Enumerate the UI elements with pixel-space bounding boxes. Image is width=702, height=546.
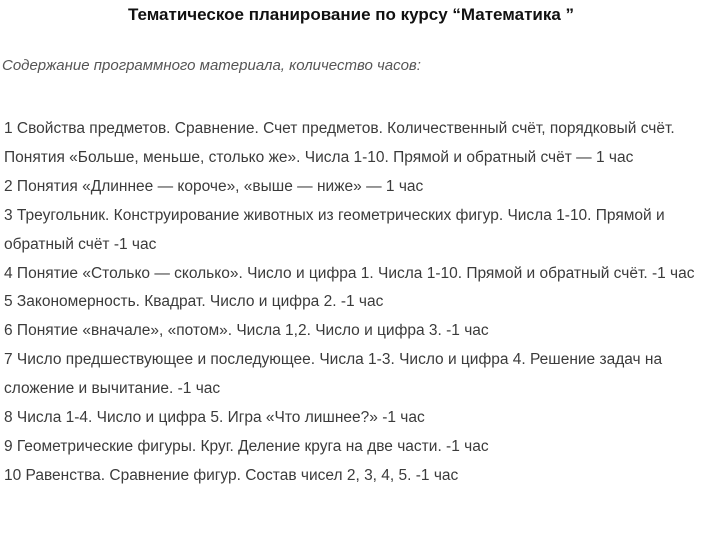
lesson-item-4: 4 Понятие «Столько — сколько». Число и цифра 1. Числа 1-10. Прямой и обратный счёт. -1 час [4, 264, 695, 282]
document-subtitle: Содержание программного материала, количество часов: [2, 57, 421, 74]
document-title: Тематическое планирование по курсу “Математика ” [127, 5, 575, 24]
lesson-item-7: 7 Число предшествующее и последующее. Числа 1-3. Число и цифра 4. Решение задач на сложение и вычитание. -1 час [4, 351, 663, 398]
lesson-item-6: 6 Понятие «вначале», «потом». Числа 1,2. Число и цифра 3. -1 час [4, 322, 489, 340]
lesson-item-8: 8 Числа 1-4. Число и цифра 5. Игра «Что лишнее?» -1 час [4, 409, 425, 427]
lesson-item-9: 9 Геометрические фигуры. Круг. Деление круга на две части. -1 час [4, 437, 489, 455]
lesson-item-1: 1 Свойства предметов. Сравнение. Счет предметов. Количественный счёт, порядковый счёт. Понятия «Больше, меньше, столько же». Числа 1-10. Прямой и обратный счёт — 1 час [4, 120, 675, 166]
lesson-item-10: 10 Равенства. Сравнение фигур. Состав чисел 2, 3, 4, 5. -1 час [4, 466, 459, 484]
lesson-item-2: 2 Понятия «Длиннее — короче», «выше — ниже» — 1 час [4, 177, 424, 195]
lesson-list [4, 115, 702, 491]
lesson-item-3: 3 Треугольник. Конструирование животных из геометрических фигур. Числа 1-10. Прямой и обратный счёт -1 час [4, 206, 665, 253]
lesson-item-5: 5 Закономерность. Квадрат. Число и цифра 2. -1 час [4, 293, 384, 311]
